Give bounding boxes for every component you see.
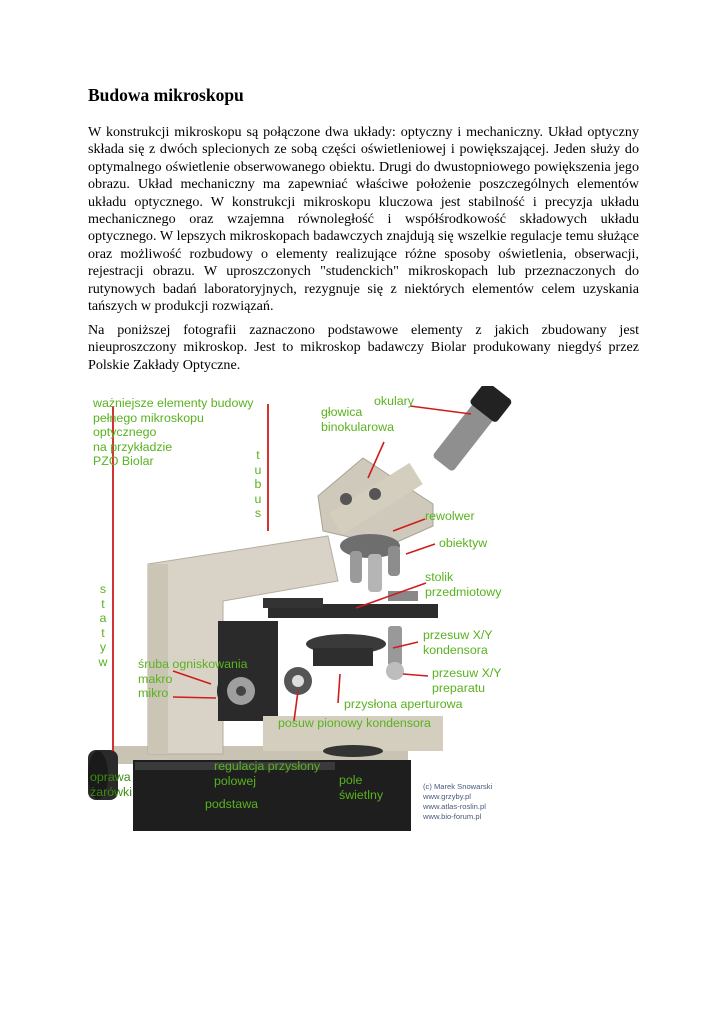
photo-credit: (c) Marek Snowarski www.grzyby.pl www.atlas-roslin.pl www.bio-forum.pl	[423, 782, 493, 821]
label-regulacja: regulacja przysłony polowej	[214, 759, 321, 788]
label-przyslona: przysłona aperturowa	[344, 697, 463, 711]
label-sruba: śruba ogniskowania makro mikro	[138, 657, 248, 700]
objective-3	[388, 546, 400, 576]
label-glowica: głowica binokularowa	[321, 405, 395, 434]
label-okulary: okulary	[374, 394, 414, 408]
paragraph-intro: W konstrukcji mikroskopu są połączone dwa układy: optyczny i mechaniczny. Układ optyczny składa się z dwóch splecionych ze sobą części oświetleniowej i powiększającej. Jeden służy do optymalnego oświetlenie obserwowanego obiektu. Drugi do dwustopniowego powiększenia jego obrazu. Układ mechaniczny ma zapewniać właściwe położenie poszczególnych elementów układu optycznego. W konstrukcji mikroskopu kluczowa jest stabilność i precyzja układu mechanicznego oraz wzajemna równoległość i współśrodkowość składowych układu optycznego. W lepszych mikroskopach badawczych znajdują się wszelkie regulacje temu służące oraz możliwość rozbudowy o elementy realizujące różne sposoby oświetlenia, obserwacji, rejestracji obrazu. W uproszczonych "studenckich" mikroskopach lub przeznaczonych do rutynowych badań laboratoryjnych, rezygnuje się z niektórych elementów celem uzyskania tańszych w produkcji rozwiązań.	[88, 124, 639, 315]
label-podstawa: podstawa	[205, 797, 259, 811]
eyepiece	[429, 386, 513, 475]
label-stolik: stolik przedmiotowy	[425, 570, 502, 599]
field-diaphragm	[323, 745, 383, 757]
microscope-figure	[88, 386, 513, 831]
figure-heading: ważniejsze elementy budowy pełnego mikroskopu optycznego na przykładzie PZO Biolar	[93, 396, 254, 468]
label-pole: pole świetlny	[339, 773, 384, 802]
label-rewolwer: rewolwer	[425, 509, 475, 523]
label-przesuw-preparatu: przesuw X/Y preparatu	[432, 666, 502, 695]
page-title: Budowa mikroskopu	[88, 85, 244, 105]
objective-1	[350, 551, 362, 583]
label-oprawa: oprawa żarówki	[90, 770, 132, 799]
label-statyw: s t a t y w	[98, 582, 108, 669]
label-tubus: t u b u s	[254, 448, 262, 521]
label-posuw: posuw pionowy kondensora	[278, 716, 431, 730]
paragraph-photo-intro: Na poniższej fotografii zaznaczono podstawowe elementy z jakich zbudowany jest nieuproszczony mikroskop. Jest to mikroskop badawczy Biolar produkowany niegdyś przez Polskie Zakłady Optyczne.	[88, 322, 639, 373]
objective-2	[368, 554, 382, 592]
label-przesuw-kondensora: przesuw X/Y kondensora	[423, 628, 493, 657]
label-obiektyw: obiektyw	[439, 536, 488, 550]
